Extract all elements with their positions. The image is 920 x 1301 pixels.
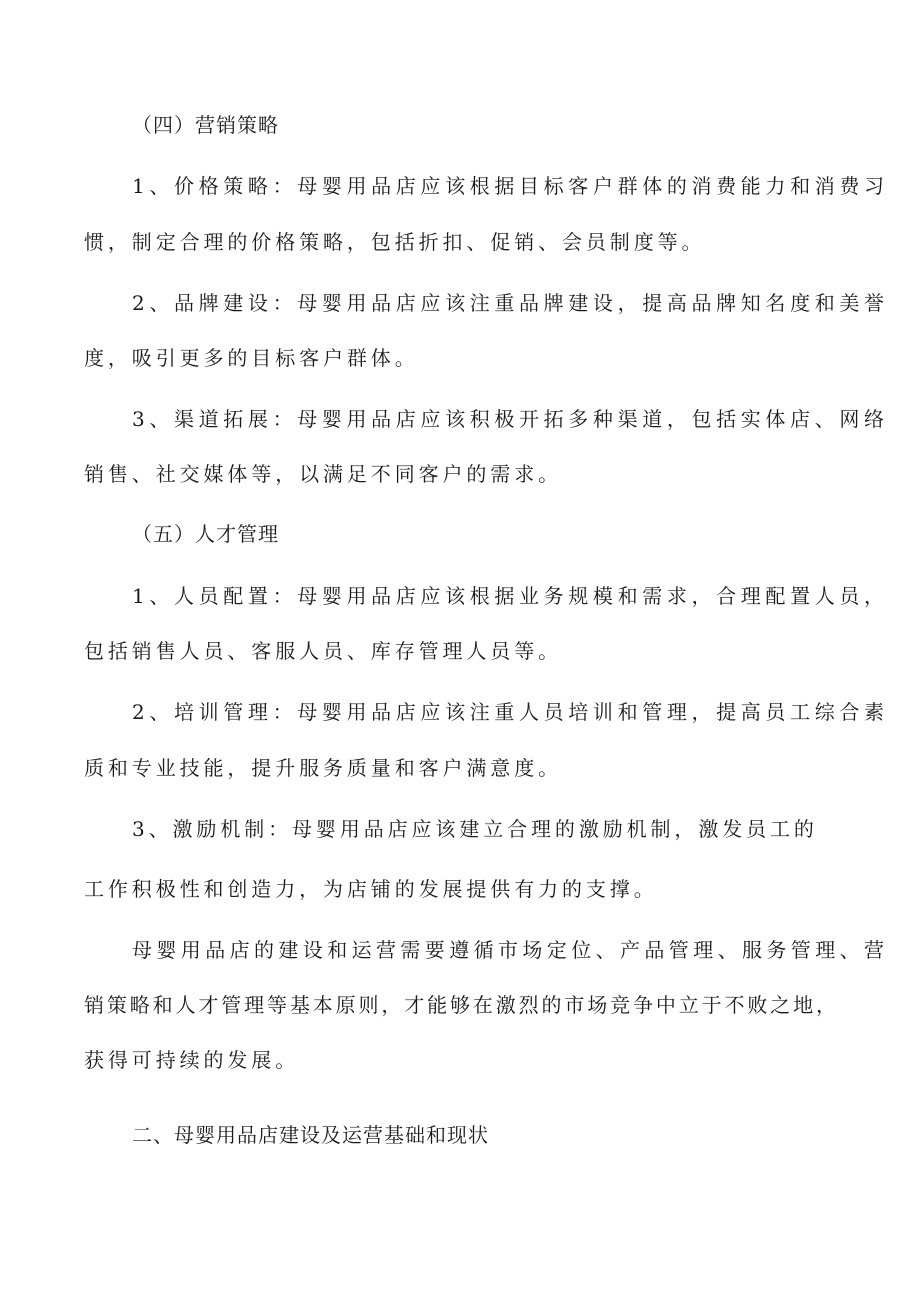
paragraph-staffing-line-2: 包括销售人员、客服人员、库存管理人员等。 bbox=[84, 639, 562, 663]
paragraph-staffing-line-1: 1、人员配置：母婴用品店应该根据业务规模和需求，合理配置人员， bbox=[132, 584, 884, 608]
paragraph-training-line-1: 2、培训管理：母婴用品店应该注重人员培训和管理，提高员工综合素 bbox=[132, 700, 884, 724]
paragraph-summary-line-1: 母婴用品店的建设和运营需要遵循市场定位、产品管理、服务管理、营 bbox=[132, 938, 884, 962]
chapter-heading: 二、母婴用品店建设及运营基础和现状 bbox=[132, 1123, 489, 1147]
paragraph-incentive-line-2: 工作积极性和创造力，为店铺的发展提供有力的支撑。 bbox=[84, 877, 658, 901]
paragraph-pricing-line-2: 惯，制定合理的价格策略，包括折扣、促销、会员制度等。 bbox=[84, 230, 706, 254]
paragraph-brand-line-1: 2、品牌建设：母婴用品店应该注重品牌建设，提高品牌知名度和美誉 bbox=[132, 291, 884, 315]
paragraph-summary-line-2: 销策略和人才管理等基本原则，才能够在激烈的市场竞争中立于不败之地， bbox=[84, 993, 836, 1017]
paragraph-training-line-2: 质和专业技能，提升服务质量和客户满意度。 bbox=[84, 756, 562, 780]
section-heading-marketing: （四）营销策略 bbox=[132, 113, 279, 137]
section-heading-talent: （五）人才管理 bbox=[132, 522, 279, 546]
paragraph-channel-line-2: 销售、社交媒体等，以满足不同客户的需求。 bbox=[84, 462, 562, 486]
paragraph-summary-line-3: 获得可持续的发展。 bbox=[84, 1048, 300, 1072]
paragraph-incentive-line-1: 3、激励机制：母婴用品店应该建立合理的激励机制，激发员工的 bbox=[132, 817, 818, 841]
paragraph-brand-line-2: 度，吸引更多的目标客户群体。 bbox=[84, 346, 419, 370]
paragraph-channel-line-1: 3、渠道拓展：母婴用品店应该积极开拓多种渠道，包括实体店、网络 bbox=[132, 407, 884, 431]
paragraph-pricing-line-1: 1、价格策略：母婴用品店应该根据目标客户群体的消费能力和消费习 bbox=[132, 174, 884, 198]
